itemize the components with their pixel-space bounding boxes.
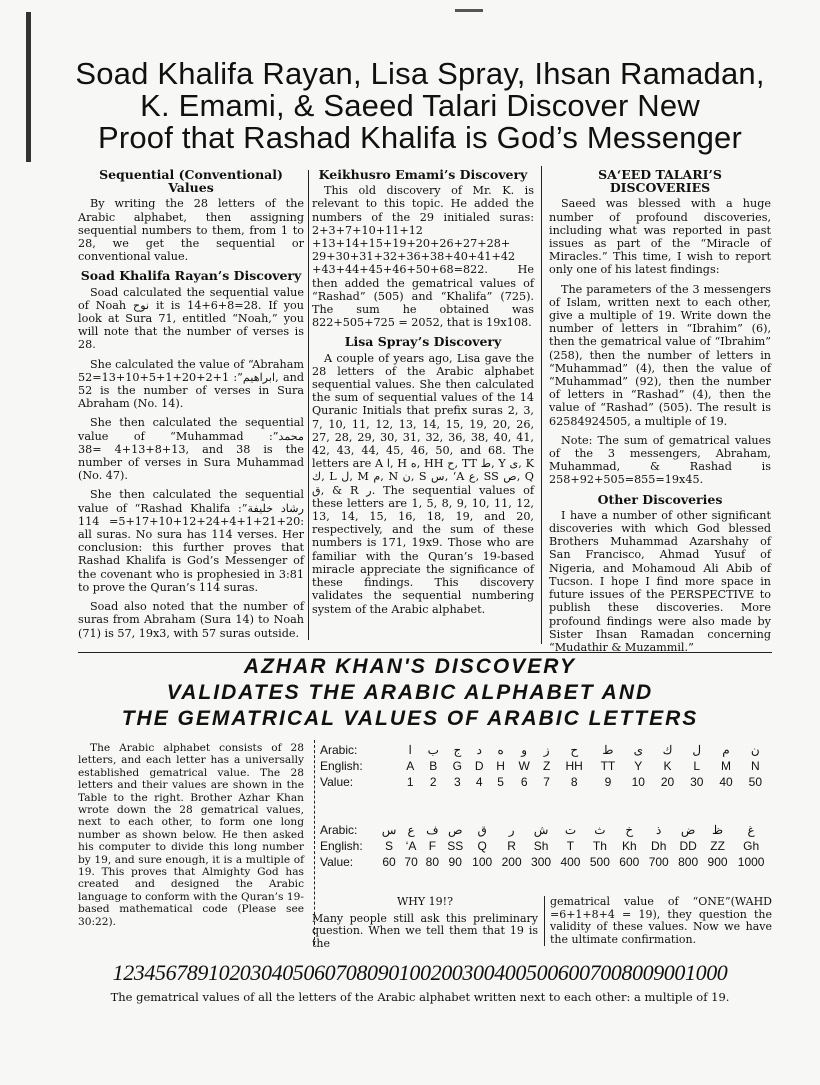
- letter-value: 50: [748, 775, 762, 789]
- english-letter: G: [452, 759, 462, 773]
- arabic-letter: ظ: [712, 823, 724, 837]
- arabic-letter: ه: [497, 743, 504, 757]
- row-label: Value:: [320, 775, 354, 789]
- english-letter: Th: [592, 839, 607, 853]
- heading-other: Other Discoveries: [597, 491, 723, 507]
- english-letter: D: [474, 759, 484, 773]
- arabic-letter: ب: [427, 743, 439, 757]
- arabic-letter: ف: [426, 823, 439, 837]
- para-other: I have a number of other significant discoveries with which God blessed Brothers Muhammad Azarshahy of San Francisco, Ahmad Yusuf of Nigeria, and Mohamoud Ali Abib of Tucson. I hope I find more space in future issues of the PERSPECTIVE to publish these discoveries. More profound findings were also made by Sister Ihsan Ramadan concerning “Mudathir & Muzammil.”: [549, 508, 771, 654]
- azhar-heading-2: VALIDATES THE ARABIC ALPHABET AND: [166, 681, 654, 704]
- english-letter: Z: [542, 759, 551, 773]
- azhar-heading-1: AZHAR KHAN'S DISCOVERY: [243, 655, 577, 678]
- letter-value: 60: [382, 855, 396, 869]
- english-letter: T: [566, 839, 575, 853]
- arabic-letter: ط: [602, 743, 614, 757]
- letter-value: 1: [406, 775, 414, 789]
- column-divider: [308, 170, 309, 640]
- long-gematrical-number: 1234567891020304050607080901002003004005006007008009001000: [112, 960, 728, 985]
- arabic-letter: ز: [543, 743, 550, 757]
- english-letter: TT: [600, 759, 616, 773]
- arabic-letter: ج: [453, 743, 462, 757]
- english-letter: W: [518, 759, 530, 773]
- number-caption: The gematrical values of all the letters of the Arabic alphabet written next to each other: a multiple of 19.: [110, 990, 730, 1004]
- english-letter: SS: [447, 839, 464, 853]
- arabic-row: [318, 742, 770, 758]
- letter-value: 70: [404, 855, 418, 869]
- why-19-text: Many people still ask this preliminary question. When we tell them that 19 is the: [312, 911, 538, 950]
- letter-value: 80: [425, 855, 440, 869]
- arabic-letter: س: [381, 823, 397, 837]
- english-letter: Gh: [743, 839, 760, 853]
- row-label: Value:: [320, 855, 354, 869]
- para-suras: Soad also noted that the number of suras from Abraham (Sura 14) to Noah (71) is 57, 19x3, with 57 suras outside.: [78, 600, 304, 640]
- headline-line-1: Soad Khalifa Rayan, Lisa Spray, Ihsan Ramadan,: [75, 56, 765, 91]
- arabic-letter: و: [521, 743, 528, 757]
- letter-value: 500: [589, 855, 610, 869]
- english-letter: Sh: [533, 839, 549, 853]
- column-divider: [544, 896, 545, 946]
- headline-line-2: K. Emami, & Saeed Talari Discover New: [140, 88, 700, 123]
- arabic-letter: د: [476, 743, 482, 757]
- english-letter: ‘A: [405, 839, 417, 853]
- english-letter: S: [385, 839, 394, 853]
- arabic-letter: ل: [692, 743, 702, 757]
- arabic-letter: ك: [662, 743, 673, 757]
- arabic-letter: ع: [407, 823, 415, 837]
- arabic-letter: ا: [408, 743, 412, 757]
- letter-value: 5: [497, 775, 504, 789]
- english-letter: Q: [477, 839, 487, 853]
- para-talari-messengers: The parameters of the 3 messengers of Islam, written next to each other, give a multiple of 19. Write down the number of letters in “Ibrahim” (6), then the gematrical value of “Ibrahim” (258), then the number of letters in “Muhammad” (4), then the value of “Muhammad” (92), then the number of letters in “Rashad” (4), then the value of “Rashad” (505). The result is 62584924505, a multiple of 19.: [549, 282, 771, 428]
- english-letter: M: [721, 759, 732, 773]
- arabic-letter: ذ: [656, 823, 662, 837]
- heading-spray: Lisa Spray’s Discovery: [344, 334, 502, 350]
- english-letter: A: [406, 759, 415, 773]
- why-19-continued: gematrical value of “ONE”(WAHD =6+1+8+4 = 19), they question the validity of these values. Now we have the ultimate confirmation.: [550, 895, 772, 946]
- heading-soad: Soad Khalifa Rayan’s Discovery: [80, 268, 302, 284]
- arabic-letter: خ: [625, 823, 634, 837]
- arabic-letter: م: [722, 743, 730, 757]
- arabic-letter: ص: [447, 823, 463, 837]
- letter-value: 400: [560, 855, 581, 869]
- english-letter: B: [429, 759, 438, 773]
- arabic-letter: ث: [594, 823, 606, 837]
- arabic-letter: ض: [680, 823, 696, 837]
- letter-value: 8: [570, 775, 578, 789]
- row-label: Arabic:: [320, 743, 358, 757]
- english-letter: Y: [634, 759, 643, 773]
- letter-value: 600: [619, 855, 640, 869]
- column-talari: [549, 166, 771, 660]
- arabic-letter: غ: [747, 823, 755, 837]
- english-letter: Dh: [651, 839, 667, 853]
- english-letter: L: [693, 759, 701, 773]
- letter-value: 800: [678, 855, 699, 869]
- page-headline: [40, 58, 800, 154]
- arabic-letter: ق: [477, 823, 487, 837]
- para-talari-note: Note: The sum of gematrical values of the 3 messengers, Abraham, Muhammad, & Rashad is 258+92+505=855=19x45.: [549, 433, 771, 487]
- arabic-letter: ح: [570, 743, 579, 757]
- row-label: English:: [320, 759, 363, 773]
- letter-value: 100: [472, 855, 493, 869]
- english-letter: Kh: [621, 839, 637, 853]
- letter-value: 1000: [737, 855, 765, 869]
- english-letter: HH: [565, 759, 583, 773]
- letter-value: 700: [648, 855, 669, 869]
- row-label: Arabic:: [320, 823, 358, 837]
- para-emami: This old discovery of Mr. K. is relevant to this topic. He added the numbers of the 29 initialed suras: 2+3+7+10+11+12 +13+14+15+19+20+26+27+28+ 29+30+31+32+36+38+40+41+42 +43+44+45+46+50+68=822. He then added the gematrical values of “Rashad” (505) and “Khalifa” (725). The sum he obtained was 822+505+725 = 2052, that is 19x108.: [312, 184, 534, 330]
- margin-bar: [26, 12, 31, 162]
- letter-value: 30: [690, 775, 704, 789]
- letter-value: 20: [660, 775, 675, 789]
- alphabet-table-1: [318, 742, 770, 790]
- heading-talari: SA‘EED TALARI’S DISCOVERIES: [598, 167, 722, 196]
- para-noah: Soad calculated the sequential value of Noah نوح it is 14+6+8=28. If you look at Sura 71, entitled “Noah,” you will note that the number of verses is 28.: [78, 285, 305, 352]
- arabic-letter: ر: [508, 823, 515, 837]
- column-emami-spray: [312, 166, 534, 622]
- azhar-text: [78, 742, 304, 928]
- english-letter: DD: [679, 839, 697, 853]
- value-row: [318, 854, 770, 870]
- heading-emami: Keikhusro Emami’s Discovery: [318, 167, 528, 182]
- arabic-letter: ى: [633, 743, 643, 757]
- para-rashad: She then calculated the sequential value of “Rashad Khalifa رشاد خليفة”: 20+21+1+4+24+12+10+17+5= 114: all suras. No sura has 114 verses. Her conclusion: this further proves that Rashad Khalifa is God’s Messenger of the covenant who is prophesied in 3:81 to prove the Quran’s 114 suras.: [78, 488, 304, 594]
- english-letter: H: [496, 759, 505, 773]
- english-row: [318, 838, 770, 854]
- arabic-letter: ت: [564, 823, 577, 837]
- heading-sequential: Sequential (Conventional) Values: [99, 167, 283, 196]
- alphabet-table-2: [318, 822, 770, 870]
- azhar-paragraph: The Arabic alphabet consists of 28 letters, and each letter has a universally established gematrical value. The 28 letters and their values are shown in the Table to the right. Brother Azhar Khan wrote down the 28 gematrical values, next to each other, to form one long number as shown below. He then asked his computer to divide this long number by 19, and sure enough, it is a multiple of 19. This proves that Almighty God has created and designed the Arabic language to conform with the Quran’s 19-based mathematical code (Please see 30:22).: [78, 742, 304, 928]
- para-muhammad: She then calculated the sequential value of “Muhammad محمد”: 13+8+13+4 =38, and 38 is the number of verses in Sura Muhammad (No. 47).: [78, 416, 304, 483]
- letter-value: 7: [543, 775, 550, 789]
- english-row: [318, 758, 770, 774]
- letter-value: 900: [707, 855, 728, 869]
- letter-value: 40: [719, 775, 733, 789]
- arabic-row: [318, 822, 770, 838]
- letter-value: 4: [475, 775, 483, 789]
- azhar-heading-3: THE GEMATRICAL VALUES OF ARABIC LETTERS: [121, 707, 699, 730]
- para-sequential: By writing the 28 letters of the Arabic alphabet, then assigning sequential numbers to them, from 1 to 28, we get the sequential or conventional value.: [78, 197, 304, 264]
- letter-value: 9: [604, 775, 612, 789]
- letter-value: 90: [448, 855, 462, 869]
- headline-line-3: Proof that Rashad Khalifa is God’s Messenger: [97, 120, 743, 155]
- english-letter: ZZ: [710, 839, 725, 853]
- english-letter: N: [750, 759, 760, 773]
- english-letter: K: [663, 759, 672, 773]
- value-row: [318, 774, 770, 790]
- section-divider: [78, 652, 772, 653]
- letter-value: 200: [501, 855, 522, 869]
- arabic-letter: ش: [533, 823, 549, 837]
- column-divider: [541, 166, 542, 644]
- para-abraham: She calculated the value of “Abraham ابراهيم”: 1+2+20+1+5+10+13=52, and 52 is the number of verses in Sura Abraham (No. 14).: [78, 357, 304, 411]
- letter-value: 300: [531, 855, 552, 869]
- why-19-title: WHY 19!?: [397, 895, 453, 908]
- letter-value: 2: [429, 775, 437, 789]
- row-label: English:: [320, 839, 363, 853]
- para-spray: A couple of years ago, Lisa gave the 28 letters of the Arabic alphabet sequential values. She then calculated the sum of sequential values of the 14 Quranic Initials that prefix suras 2, 3, 7, 10, 11, 12, 13, 14, 15, 19, 20, 26, 27, 28, 29, 30, 31, 32, 36, 38, 40, 41, 42, 43, 44, 45, 46, 50, and 68. The letters are A ا, H ه, HH ح, TT ط, Y ى, K ك, L ل, M م, N ن, S س, ‘A ع, SS ص, Q ق, & R ر. The sequential values of these letters are 1, 5, 8, 9, 10, 11, 12, 13, 14, 15, 16, 18, 19, and 20, respectively, and the sum of these numbers is 171, 19x9. Those who are familiar with the Quran’s 19-based miracle appreciate the significance of these findings. This discovery validates the sequential numbering system of the Arabic alphabet.: [312, 351, 534, 616]
- letter-value: 10: [631, 775, 645, 789]
- why-19-box: [312, 896, 538, 950]
- english-letter: R: [507, 839, 516, 853]
- letter-value: 6: [520, 775, 528, 789]
- letter-value: 3: [453, 775, 461, 789]
- column-soad: [78, 166, 304, 646]
- scan-mark: [455, 9, 483, 12]
- english-letter: F: [428, 839, 437, 853]
- arabic-letter: ن: [750, 743, 760, 757]
- para-talari-intro: Saeed was blessed with a huge number of profound discoveries, including what was reported in past issues as part of the “Miracle of Miracles.” This time, I wish to report only one of his latest findings:: [549, 197, 771, 277]
